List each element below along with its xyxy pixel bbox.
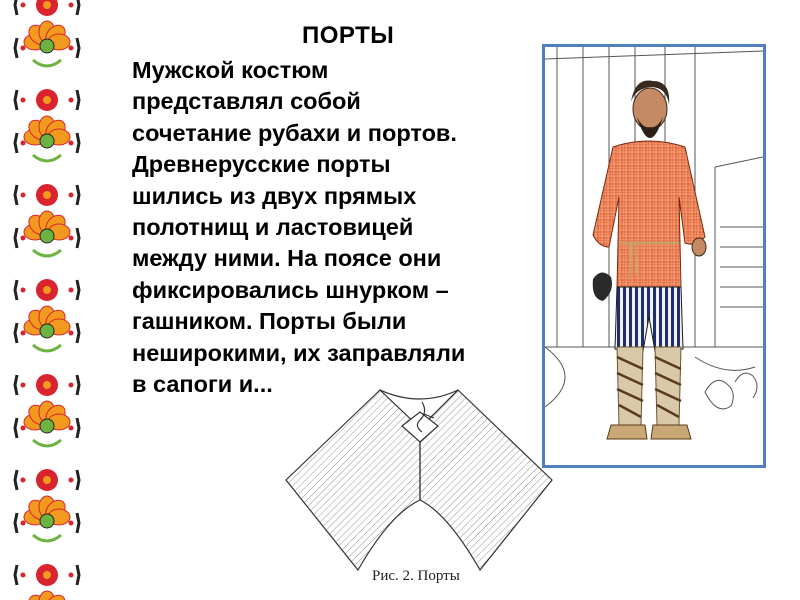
body-line: неширокими, их заправляли [132,339,466,366]
body-line: представлял собой [132,88,361,115]
ornament-stem [33,250,61,256]
ornament-berry [21,383,26,388]
ornament-berry [21,478,26,483]
ornament-leaf [15,38,17,58]
ornament-stem [33,440,61,446]
body-line: сочетание рубахи и портов. [132,119,457,146]
folk-ornament-border [0,0,95,600]
ornament-flower-center [40,229,54,243]
ornament-leaf [77,323,79,343]
ornament-leaf [15,133,17,153]
ornament-leaf [77,470,79,490]
body-line: в сапоги и... [132,371,273,398]
ornament-flower-center [40,324,54,338]
man-in-folk-costume-icon [545,47,763,465]
ornament-leaf [77,38,79,58]
body-line: шились из двух прямых [132,182,417,209]
ornament-berry [21,573,26,578]
ornament-berry [69,193,74,198]
ornament-flower-center [40,514,54,528]
ornament-berry [21,3,26,8]
body-text [132,55,512,400]
ornament-berry [21,98,26,103]
ornament-stem [33,60,61,66]
ornament-leaf [15,323,17,343]
body-line: фиксировались шнурком – [132,276,449,303]
costume-illustration [542,44,766,468]
ornament-berry [69,98,74,103]
ornament-leaf [15,90,17,110]
ornament-berry [21,288,26,293]
body-line: гашником. Порты были [132,308,407,335]
ornament-leaf [77,0,79,15]
body-line: Мужской костюм [132,57,329,83]
ornament-leaf [77,185,79,205]
ornament-leaf [77,280,79,300]
ornament-flower-center [40,134,54,148]
ornament-berry [69,331,74,336]
ornament-leaf [15,513,17,533]
ornament-leaf [77,565,79,585]
ornament-stem [33,155,61,161]
slide-title: ПОРТЫ [302,22,395,49]
ornament-berry [21,46,26,51]
ornament-berry [69,236,74,241]
ornament-berry [21,331,26,336]
ornament-berry [69,46,74,51]
body-line: Древнерусские порты [132,151,391,178]
ornament-berry [69,288,74,293]
ornament-leaf [15,418,17,438]
ornament-berry [69,478,74,483]
ornament-leaf [15,185,17,205]
ornament-leaf [77,133,79,153]
ornament-stem [33,345,61,351]
body-line: между ними. На поясе они [132,245,442,272]
ornament-flower-center [40,39,54,53]
ornament-berry [21,426,26,431]
ornament-berry [21,521,26,526]
ornament-leaf [15,280,17,300]
ornament-berry [21,141,26,146]
ornament-leaf [15,470,17,490]
ornament-berry [69,3,74,8]
ornament-leaf [15,565,17,585]
ornament-stem [33,535,61,541]
figure-caption: Рис. 2. Порты [372,568,460,584]
ornament-leaf [77,90,79,110]
ornament-leaf [77,418,79,438]
body-line: полотнищ и ластовицей [132,214,414,241]
ornament-leaf [15,228,17,248]
ornament-berry [21,236,26,241]
ornament-leaf [15,0,17,15]
ornament-berry [69,521,74,526]
ornament-leaf [77,375,79,395]
ornament-berry [69,426,74,431]
ornament-leaf [77,228,79,248]
ornament-berry [21,193,26,198]
ornament-berry [69,573,74,578]
ornament-berry [69,383,74,388]
ornament-flower-center [40,419,54,433]
ornament-leaf [15,375,17,395]
ornament-leaf [77,513,79,533]
ornament-berry [69,141,74,146]
